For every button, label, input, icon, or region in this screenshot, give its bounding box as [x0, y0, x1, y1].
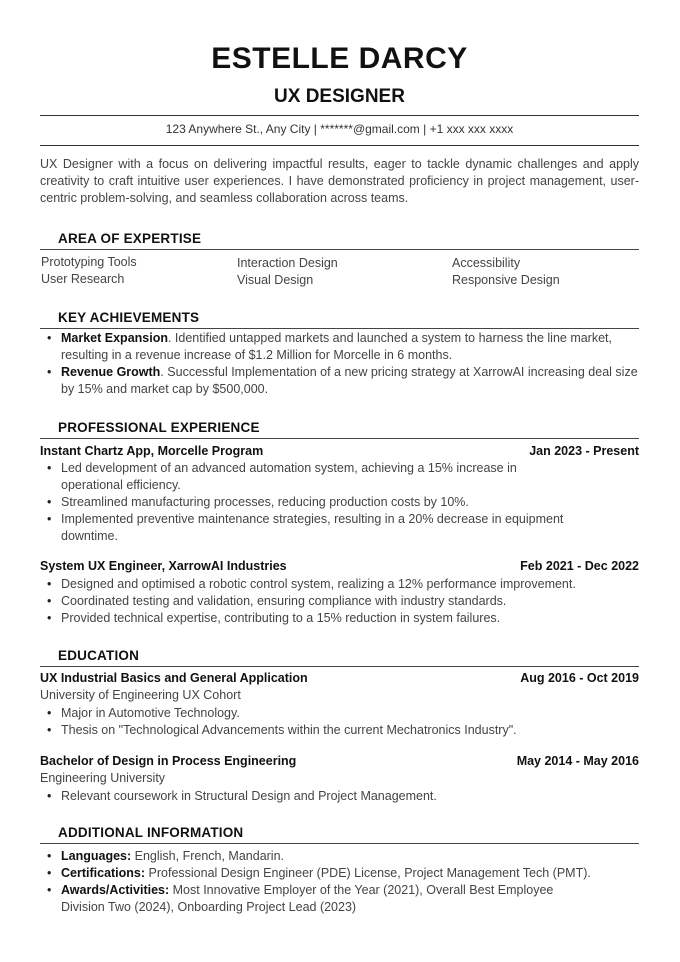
skill-item: Interaction Design	[237, 256, 338, 270]
job-dates: Feb 2021 - Dec 2022	[520, 559, 639, 573]
job-bullets	[40, 460, 639, 545]
skill-item: Accessibility	[452, 256, 521, 270]
list-item: • Implemented preventive maintenance strategies, resulting in a 20% decrease in equipment downtime.	[47, 512, 564, 543]
job-title: Instant Chartz App, Morcelle Program	[40, 444, 264, 458]
list-item: • Coordinated testing and validation, ensuring compliance with industry standards.	[47, 594, 507, 608]
list-item: • Awards/Activities: Most Innovative Employer of the Year (2021), Overall Best Employee Division Two (2024), Onboarding Project Lead (2023)	[47, 883, 554, 914]
list-item: • Languages: English, French, Mandarin.	[47, 849, 285, 863]
section-title-experience: PROFESSIONAL EXPERIENCE	[58, 420, 260, 435]
skill-item: Visual Design	[237, 273, 314, 287]
list-item: • Streamlined manufacturing processes, reducing production costs by 10%.	[47, 495, 469, 509]
job-bullets	[40, 576, 639, 627]
section-title-education: EDUCATION	[58, 648, 140, 663]
header-divider-top	[40, 115, 639, 116]
candidate-name: ESTELLE DARCY	[211, 42, 468, 75]
achievements-list	[40, 330, 639, 398]
list-item: • Major in Automotive Technology.	[47, 706, 240, 720]
section-divider	[40, 438, 639, 439]
contact-line: 123 Anywhere St., Any City | *******@gmail.com | +1 xxx xxx xxxx	[165, 122, 514, 136]
job-heading	[40, 559, 639, 573]
candidate-role: UX DESIGNER	[274, 86, 405, 107]
job-title: System UX Engineer, XarrowAI Industries	[40, 559, 287, 573]
education-bullets	[40, 788, 639, 805]
degree-title: Bachelor of Design in Process Engineering	[40, 754, 297, 768]
skill-item: Responsive Design	[452, 273, 560, 287]
list-item: • Thesis on "Technological Advancements within the current Mechatronics Industry".	[47, 723, 517, 737]
education-dates: Aug 2016 - Oct 2019	[520, 671, 639, 685]
list-item: • Designed and optimised a robotic control system, realizing a 12% performance improvement.	[47, 577, 576, 591]
section-divider	[40, 249, 639, 250]
education-heading	[40, 754, 639, 768]
skill-item: Prototyping Tools	[41, 255, 137, 269]
header-divider-bottom	[40, 145, 639, 146]
degree-title: UX Industrial Basics and General Application	[40, 671, 308, 685]
list-item: • Relevant coursework in Structural Design and Project Management.	[47, 789, 437, 803]
education-bullets	[40, 705, 639, 739]
additional-list	[40, 848, 639, 916]
profile-summary: UX Designer with a focus on delivering impactful results, eager to tackle dynamic challenges and apply creativity to craft intuitive user experiences. I have demonstrated proficiency in project management, user-centric problem-solving, and seamless collaboration across teams.	[40, 157, 639, 205]
education-dates: May 2014 - May 2016	[516, 754, 639, 768]
job-heading	[40, 444, 639, 458]
list-item: • Certifications: Professional Design Engineer (PDE) License, Project Management Tech (PMT).	[47, 866, 591, 880]
section-title-expertise: AREA OF EXPERTISE	[58, 231, 202, 246]
list-item: • Market Expansion. Identified untapped markets and launched a system to harness the line market, resulting in a revenue increase of $1.2 Million for Morcelle in 6 months.	[47, 331, 612, 362]
school-name: Engineering University	[40, 771, 166, 785]
skill-item: User Research	[41, 272, 125, 286]
section-divider	[40, 843, 639, 844]
section-divider	[40, 666, 639, 667]
section-title-achievements: KEY ACHIEVEMENTS	[58, 310, 200, 325]
list-item: • Provided technical expertise, contributing to a 15% reduction in system failures.	[47, 611, 501, 625]
school-name: University of Engineering UX Cohort	[40, 688, 241, 702]
education-heading	[40, 671, 639, 685]
section-divider	[40, 328, 639, 329]
list-item: • Led development of an advanced automation system, achieving a 15% increase in operational efficiency.	[47, 461, 517, 492]
job-dates: Jan 2023 - Present	[529, 444, 639, 458]
list-item: • Revenue Growth. Successful Implementation of a new pricing strategy at XarrowAI increasing deal size by 15% and market cap by $500,000.	[47, 365, 638, 396]
section-title-additional: ADDITIONAL INFORMATION	[58, 825, 244, 840]
